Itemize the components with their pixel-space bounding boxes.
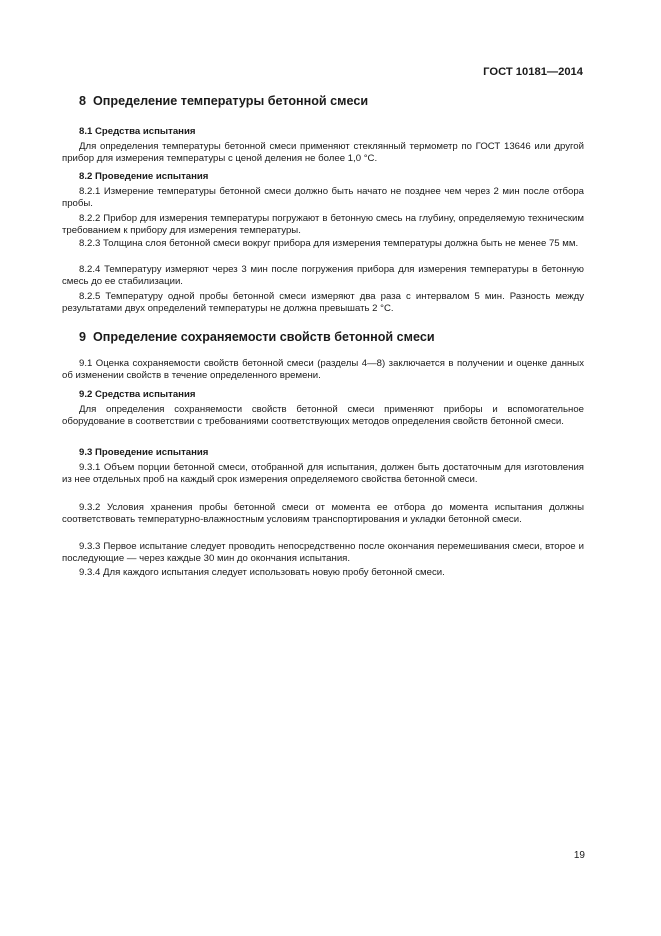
subsection-9-2-title: 9.2 Средства испытания [79, 389, 196, 400]
paragraph-8-1: Для определения температуры бетонной смеси применяют стеклянный термометр по ГОСТ 13646 или другой прибор для измерения температуры с ценой деления не более 1,0 °C. [62, 141, 584, 165]
section-9-number: 9 [79, 330, 87, 344]
paragraph-9-3-2: 9.3.2 Условия хранения пробы бетонной смеси от момента ее отбора до момента испытания должны соответствовать температурно-влажностным условиям транспортирования и укладки бетонной смеси. [62, 502, 584, 526]
section-9-heading [79, 330, 435, 344]
document-code: ГОСТ 10181—2014 [483, 66, 583, 78]
subsection-8-2-title: 8.2 Проведение испытания [79, 171, 209, 182]
paragraph-8-2-1: 8.2.1 Измерение температуры бетонной смеси должно быть начато не позднее чем через 2 мин после отбора пробы. [62, 186, 584, 210]
paragraph-9-1: 9.1 Оценка сохраняемости свойств бетонной смеси (разделы 4—8) заключается в получении и оценке данных об изменении свойств в течение определенного времени. [62, 358, 584, 382]
paragraph-9-3-3: 9.3.3 Первое испытание следует проводить непосредственно после окончания перемешивания смеси, второе и последующие — через каждые 30 мин до окончания испытания. [62, 541, 584, 565]
section-8-title: Определение температуры бетонной смеси [93, 94, 369, 108]
paragraph-8-2-2: 8.2.2 Прибор для измерения температуры погружают в бетонную смесь на глубину, определяемую техническим требованием к прибору для измерения температуры. [62, 213, 584, 237]
page-number: 19 [573, 850, 585, 861]
paragraph-8-2-3: 8.2.3 Толщина слоя бетонной смеси вокруг прибора для измерения температуры должна быть не менее 75 мм. [79, 238, 579, 249]
paragraph-9-3-1: 9.3.1 Объем порции бетонной смеси, отобранной для испытания, должен быть достаточным для изготовления из нее отдельных проб на каждый срок измерения определяемого свойства бетонной смеси. [62, 462, 584, 486]
section-8-heading [79, 94, 368, 108]
paragraph-9-2: Для определения сохраняемости свойств бетонной смеси применяют приборы и вспомогательное оборудование в соответствии с требованиями соответствующих методов определения свойств бетонной смеси. [62, 404, 584, 428]
paragraph-8-2-5: 8.2.5 Температуру одной пробы бетонной смеси измеряют два раза с интервалом 5 мин. Разность между результатами двух определений температуры не должна превышать 2 °C. [62, 291, 584, 315]
paragraph-8-2-4: 8.2.4 Температуру измеряют через 3 мин после погружения прибора для измерения температуры в бетонную смесь до ее стабилизации. [62, 264, 584, 288]
subsection-9-3-title: 9.3 Проведение испытания [79, 447, 209, 458]
section-8-number: 8 [79, 94, 87, 108]
paragraph-9-3-4: 9.3.4 Для каждого испытания следует использовать новую пробу бетонной смеси. [79, 567, 445, 578]
section-9-title: Определение сохраняемости свойств бетонной смеси [93, 330, 435, 344]
subsection-8-1-title: 8.1 Средства испытания [79, 126, 196, 137]
